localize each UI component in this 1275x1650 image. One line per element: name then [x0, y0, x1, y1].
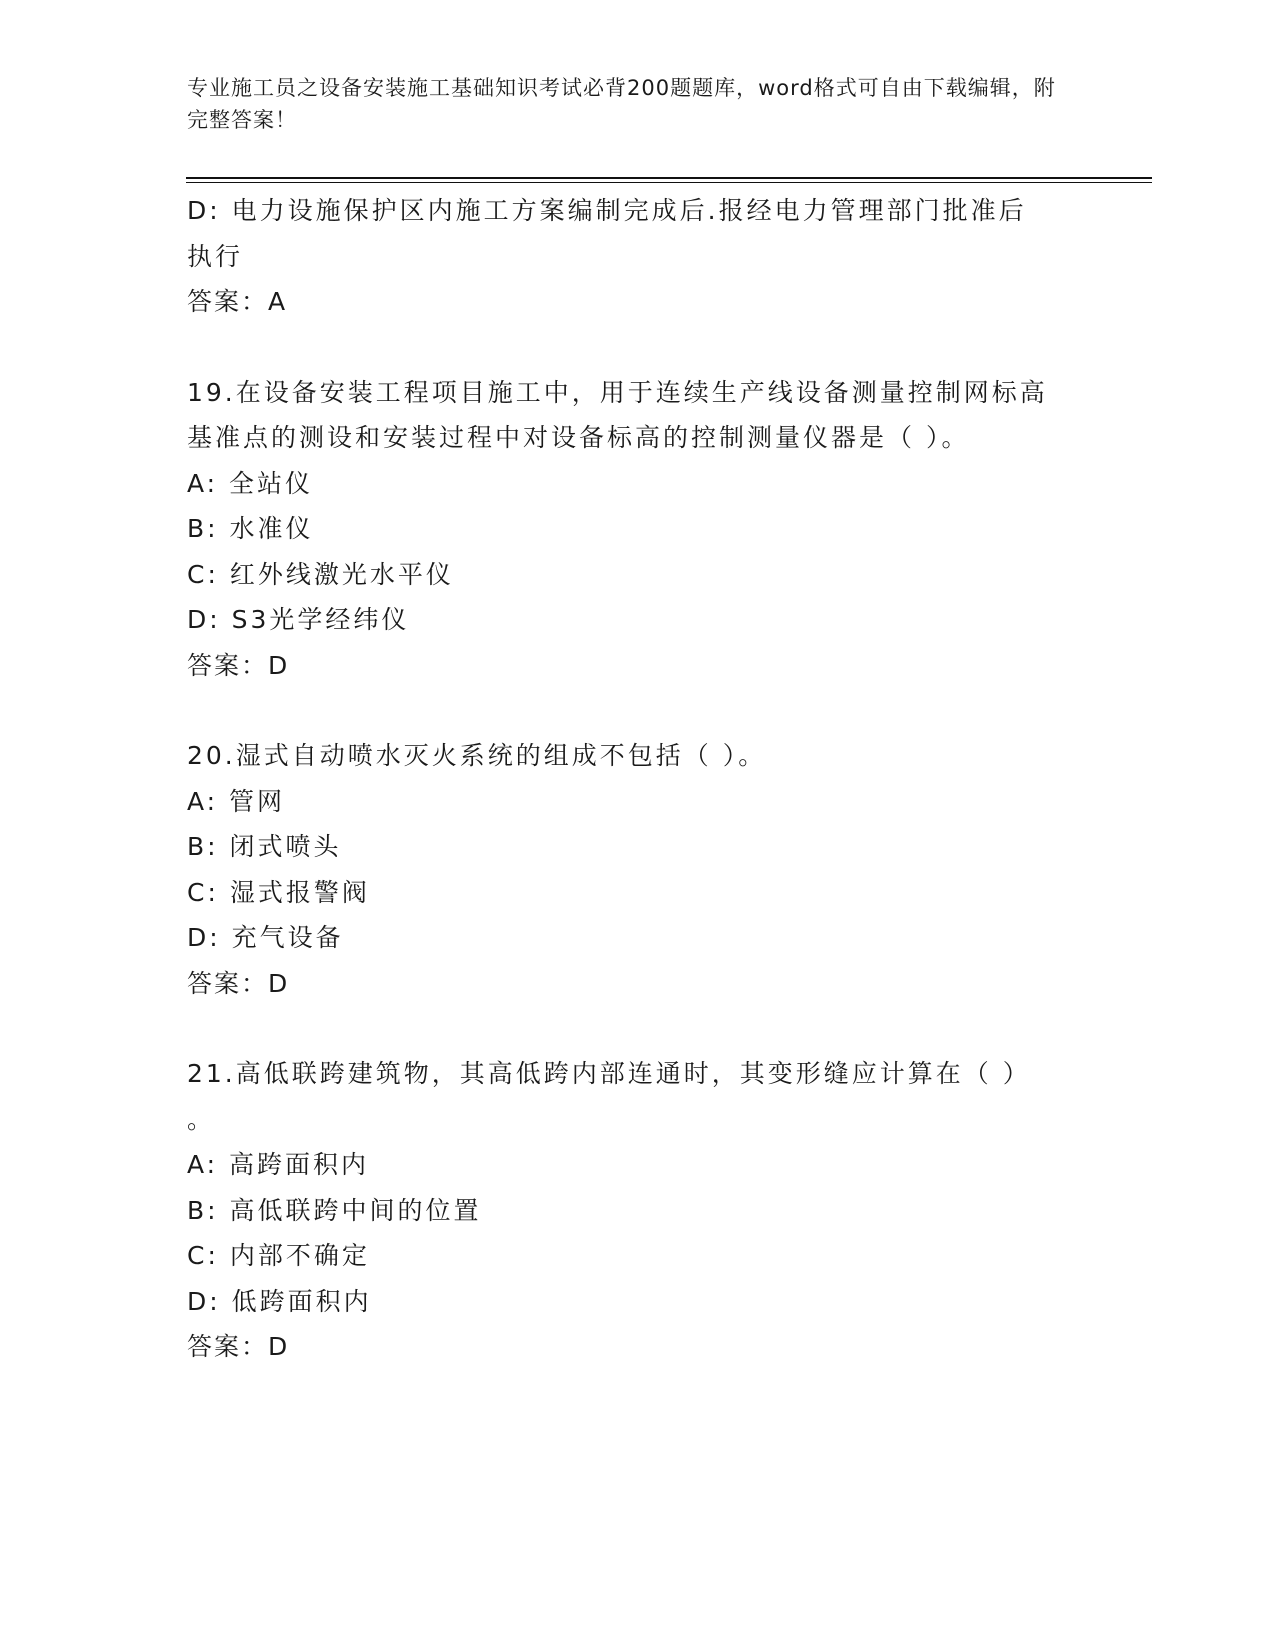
- question-21-stem-line2: 。: [187, 1104, 216, 1134]
- question-21-answer: 答案：D: [187, 1332, 290, 1361]
- prev-option-d-line1: D: 电力设施保护区内施工方案编制完成后.报经电力管理部门批准后: [187, 196, 1027, 225]
- question-21-option-a: A: 高跨面积内: [187, 1150, 370, 1179]
- question-19-option-c: C: 红外线激光水平仪: [187, 559, 454, 589]
- question-20-stem-line1: 20.湿式自动喷水灭火系统的组成不包括（ ）。: [187, 741, 767, 770]
- page-header-title: 专业施工员之设备安装施工基础知识考试必背200题题库，word格式可自由下载编辑，附完整答案！: [187, 76, 1056, 132]
- header-divider-thin: [186, 182, 1152, 183]
- question-21-option-c: C: 内部不确定: [187, 1241, 370, 1270]
- spacer: [187, 688, 1067, 733]
- spacer: [187, 1006, 1067, 1051]
- question-20-answer: 答案：D: [187, 968, 290, 998]
- question-19-stem-line1: 19.在设备安装工程项目施工中，用于连续生产线设备测量控制网标高: [187, 377, 1048, 407]
- spacer: [187, 325, 1067, 370]
- question-20-option-a: A: 管网: [187, 786, 286, 816]
- question-19-option-b: B: 水准仪: [187, 514, 314, 543]
- header-divider-thick: [186, 177, 1152, 179]
- question-21-option-b: B: 高低联跨中间的位置: [187, 1195, 482, 1225]
- question-19-answer: 答案：D: [187, 650, 290, 680]
- question-19-stem-line2: 基准点的测设和安装过程中对设备标高的控制测量仪器是（ ）。: [187, 423, 970, 452]
- question-19-option-a: A: 全站仪: [187, 468, 314, 498]
- question-20-option-d: D: 充气设备: [187, 923, 344, 952]
- question-19-option-d: D: S3光学经纬仪: [187, 605, 410, 634]
- question-21-option-d: D: 低跨面积内: [187, 1286, 372, 1316]
- question-20-option-b: B: 闭式喷头: [187, 832, 342, 861]
- prev-option-d-line2: 执行: [187, 241, 244, 271]
- prev-answer: 答案：A: [187, 287, 288, 316]
- question-20-option-c: C: 湿式报警阀: [187, 877, 370, 907]
- question-content: [187, 188, 1067, 1370]
- question-21-stem-line1: 21.高低联跨建筑物，其高低跨内部连通时，其变形缝应计算在（ ）: [187, 1059, 1031, 1088]
